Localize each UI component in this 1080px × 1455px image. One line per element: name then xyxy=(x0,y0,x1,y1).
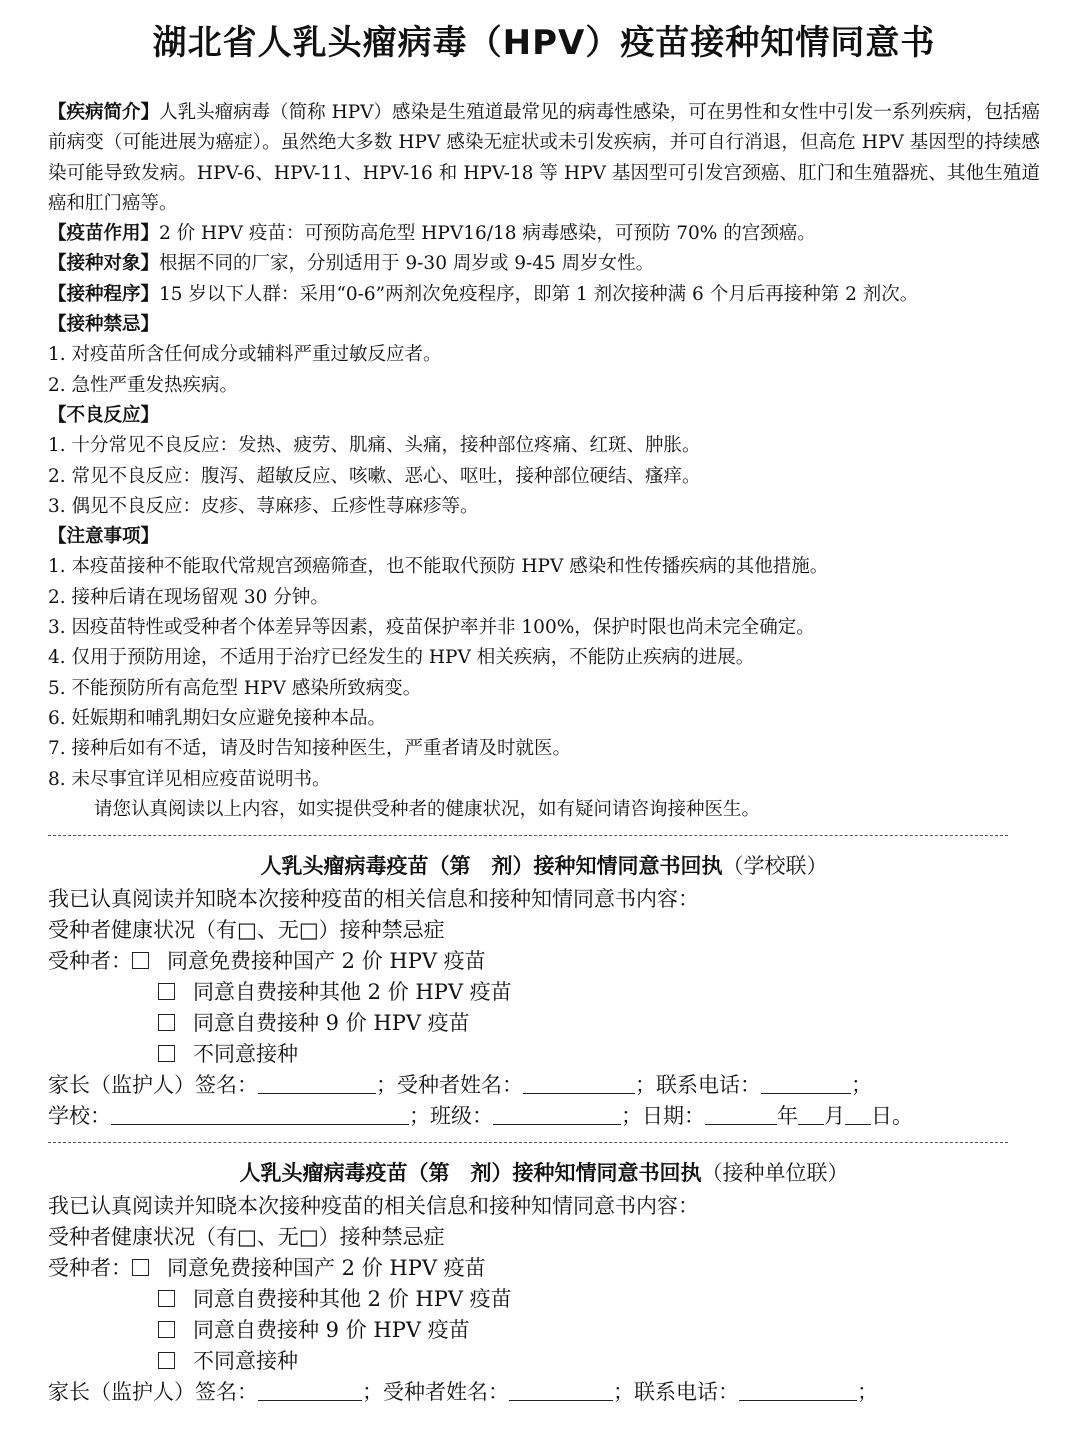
checkbox[interactable] xyxy=(158,1321,175,1338)
option-label: 同意自费接种其他 2 价 HPV 疫苗 xyxy=(193,980,512,1005)
guardian-label: 家长（监护人）签名： xyxy=(48,1073,258,1098)
receipt-title-main: 人乳头瘤病毒疫苗（第 剂）接种知情同意书回执 xyxy=(239,1161,702,1186)
section-tag: 【疾病简介】 xyxy=(48,102,160,123)
separator: ； xyxy=(613,1380,634,1405)
section-tag: 【接种程序】 xyxy=(48,283,160,305)
vaccine-effect xyxy=(48,219,1040,249)
option-row xyxy=(48,1039,1040,1070)
vaccination-target xyxy=(48,249,1040,279)
vaccination-schedule xyxy=(48,280,1040,310)
school-date-row xyxy=(48,1101,1040,1132)
separator: ； xyxy=(635,1073,656,1098)
cut-line xyxy=(48,835,1008,836)
list-item: 2. 接种后请在现场留观 30 分钟。 xyxy=(48,586,329,608)
checkbox[interactable] xyxy=(158,1045,175,1062)
receipt-title xyxy=(48,850,1040,882)
recipient-name-label: 受种者姓名： xyxy=(397,1073,523,1098)
year-field[interactable] xyxy=(705,1104,777,1125)
year-label: 年 xyxy=(777,1104,798,1129)
class-label: 班级： xyxy=(430,1104,493,1129)
checkbox[interactable] xyxy=(132,952,149,969)
option-label: 同意免费接种国产 2 价 HPV 疫苗 xyxy=(167,1256,486,1281)
option-label: 不同意接种 xyxy=(193,1042,298,1067)
phone-field[interactable] xyxy=(761,1073,851,1094)
receipt-title xyxy=(48,1157,1040,1189)
separator: ； xyxy=(857,1380,878,1405)
checkbox[interactable] xyxy=(158,983,175,1000)
option-row xyxy=(48,1284,1040,1315)
section-text: 15 岁以下人群：采用“0-6”两剂次免疫程序，即第 1 剂次接种满 6 个月后再接种第 2 剂次。 xyxy=(159,283,919,305)
receipt-unit xyxy=(48,1157,1040,1408)
separator: ； xyxy=(376,1073,397,1098)
option-row xyxy=(48,1346,1040,1377)
guardian-signature-field[interactable] xyxy=(258,1073,376,1094)
recipient-name-field[interactable] xyxy=(523,1073,635,1094)
signature-row xyxy=(48,1377,1040,1408)
health-status-line: 受种者健康状况（有□、无□）接种禁忌症 xyxy=(48,918,445,943)
list-item: 1. 对疫苗所含任何成分或辅料严重过敏反应者。 xyxy=(48,344,442,366)
option-label: 同意自费接种其他 2 价 HPV 疫苗 xyxy=(193,1287,512,1312)
list-item: 1. 本疫苗接种不能取代常规宫颈癌筛查，也不能取代预防 HPV 感染和性传播疾病的其他措施。 xyxy=(48,556,829,578)
receipt-subtitle: （学校联） xyxy=(722,854,828,879)
list-item: 2. 急性严重发热疾病。 xyxy=(48,374,239,396)
option-label: 不同意接种 xyxy=(193,1349,298,1374)
separator: ； xyxy=(362,1380,383,1405)
recipient-label: 受种者： xyxy=(48,1256,132,1281)
option-label: 同意免费接种国产 2 价 HPV 疫苗 xyxy=(167,949,486,974)
section-text: 人乳头瘤病毒（简称 HPV）感染是生殖道最常见的病毒性感染，可在男性和女性中引发一系列疾病，包括癌前病变（可能进展为癌症）。虽然绝大多数 HPV 感染无症状或未引发疾病，并可自行消退，但高危 HPV 基因型的持续感染可能导致发病。HPV-6、HPV-11、HPV-16 和 HPV-18 等 HPV 基因型可引发宫颈癌、肛门和生殖器疣、其他生殖道癌和肛门癌等。 xyxy=(48,102,1040,214)
list-item: 1. 十分常见不良反应：发热、疲劳、肌痛、头痛，接种部位疼痛、红斑、肿胀。 xyxy=(48,435,701,457)
month-field[interactable] xyxy=(798,1104,824,1125)
day-field[interactable] xyxy=(845,1104,871,1125)
checkbox[interactable] xyxy=(132,1259,149,1276)
school-field[interactable] xyxy=(111,1104,409,1125)
separator: ； xyxy=(851,1073,872,1098)
adverse-reactions-heading: 【不良反应】 xyxy=(48,404,160,426)
option-label: 同意自费接种 9 价 HPV 疫苗 xyxy=(193,1318,470,1343)
recipient-name-field[interactable] xyxy=(509,1380,613,1401)
recipient-label: 受种者： xyxy=(48,949,132,974)
phone-field[interactable] xyxy=(739,1380,857,1401)
precautions-heading: 【注意事项】 xyxy=(48,526,160,548)
receipt-school xyxy=(48,850,1040,1132)
signature-row xyxy=(48,1070,1040,1101)
option-label: 同意自费接种 9 价 HPV 疫苗 xyxy=(193,1011,470,1036)
disease-intro xyxy=(48,98,1040,219)
closing-note: 请您认真阅读以上内容，如实提供受种者的健康状况，如有疑问请咨询接种医生。 xyxy=(94,798,761,820)
document-title: 湖北省人乳头瘤病毒（HPV）疫苗接种知情同意书 xyxy=(152,23,936,63)
health-status-line: 受种者健康状况（有□、无□）接种禁忌症 xyxy=(48,1225,445,1250)
section-text: 2 价 HPV 疫苗：可预防高危型 HPV16/18 病毒感染，可预防 70% 的宫颈癌。 xyxy=(159,223,816,245)
guardian-label: 家长（监护人）签名： xyxy=(48,1380,258,1405)
class-field[interactable] xyxy=(493,1104,621,1125)
phone-label: 联系电话： xyxy=(634,1380,739,1405)
contraindications-heading: 【接种禁忌】 xyxy=(48,314,160,336)
recipient-name-label: 受种者姓名： xyxy=(383,1380,509,1405)
list-item: 6. 妊娠期和哺乳期妇女应避免接种本品。 xyxy=(48,707,387,729)
checkbox[interactable] xyxy=(158,1014,175,1031)
receipt-statement: 我已认真阅读并知晓本次接种疫苗的相关信息和接种知情同意书内容： xyxy=(48,887,699,912)
list-item: 8. 未尽事宜详见相应疫苗说明书。 xyxy=(48,768,331,790)
list-item: 2. 常见不良反应：腹泻、超敏反应、咳嗽、恶心、呕吐，接种部位硬结、瘙痒。 xyxy=(48,465,701,487)
option-row xyxy=(48,1315,1040,1346)
receipt-subtitle: （接种单位联） xyxy=(701,1161,849,1186)
cut-line xyxy=(48,1142,1008,1143)
receipt-title-main: 人乳头瘤病毒疫苗（第 剂）接种知情同意书回执 xyxy=(260,854,723,879)
day-label: 日。 xyxy=(871,1104,913,1129)
checkbox[interactable] xyxy=(158,1352,175,1369)
guardian-signature-field[interactable] xyxy=(258,1380,362,1401)
date-label: 日期： xyxy=(642,1104,705,1129)
month-label: 月 xyxy=(824,1104,845,1129)
list-item: 7. 接种后如有不适，请及时告知接种医生，严重者请及时就医。 xyxy=(48,738,572,760)
separator: ； xyxy=(621,1104,642,1129)
section-tag: 【接种对象】 xyxy=(48,253,160,275)
list-item: 4. 仅用于预防用途，不适用于治疗已经发生的 HPV 相关疾病，不能防止疾病的进展。 xyxy=(48,647,755,669)
list-item: 3. 偶见不良反应：皮疹、荨麻疹、丘疹性荨麻疹等。 xyxy=(48,495,479,517)
phone-label: 联系电话： xyxy=(656,1073,761,1098)
list-item: 5. 不能预防所有高危型 HPV 感染所致病变。 xyxy=(48,677,422,699)
option-row xyxy=(48,1008,1040,1039)
receipt-statement: 我已认真阅读并知晓本次接种疫苗的相关信息和接种知情同意书内容： xyxy=(48,1194,699,1219)
section-tag: 【疫苗作用】 xyxy=(48,223,160,245)
school-label: 学校： xyxy=(48,1104,111,1129)
option-row xyxy=(48,1253,1040,1284)
list-item: 3. 因疫苗特性或受种者个体差异等因素，疫苗保护率并非 100%，保护时限也尚未完全确定。 xyxy=(48,617,815,639)
option-row xyxy=(48,977,1040,1008)
separator: ； xyxy=(409,1104,430,1129)
section-text: 根据不同的厂家，分别适用于 9-30 周岁或 9-45 周岁女性。 xyxy=(159,253,655,275)
option-row xyxy=(48,946,1040,977)
checkbox[interactable] xyxy=(158,1290,175,1307)
